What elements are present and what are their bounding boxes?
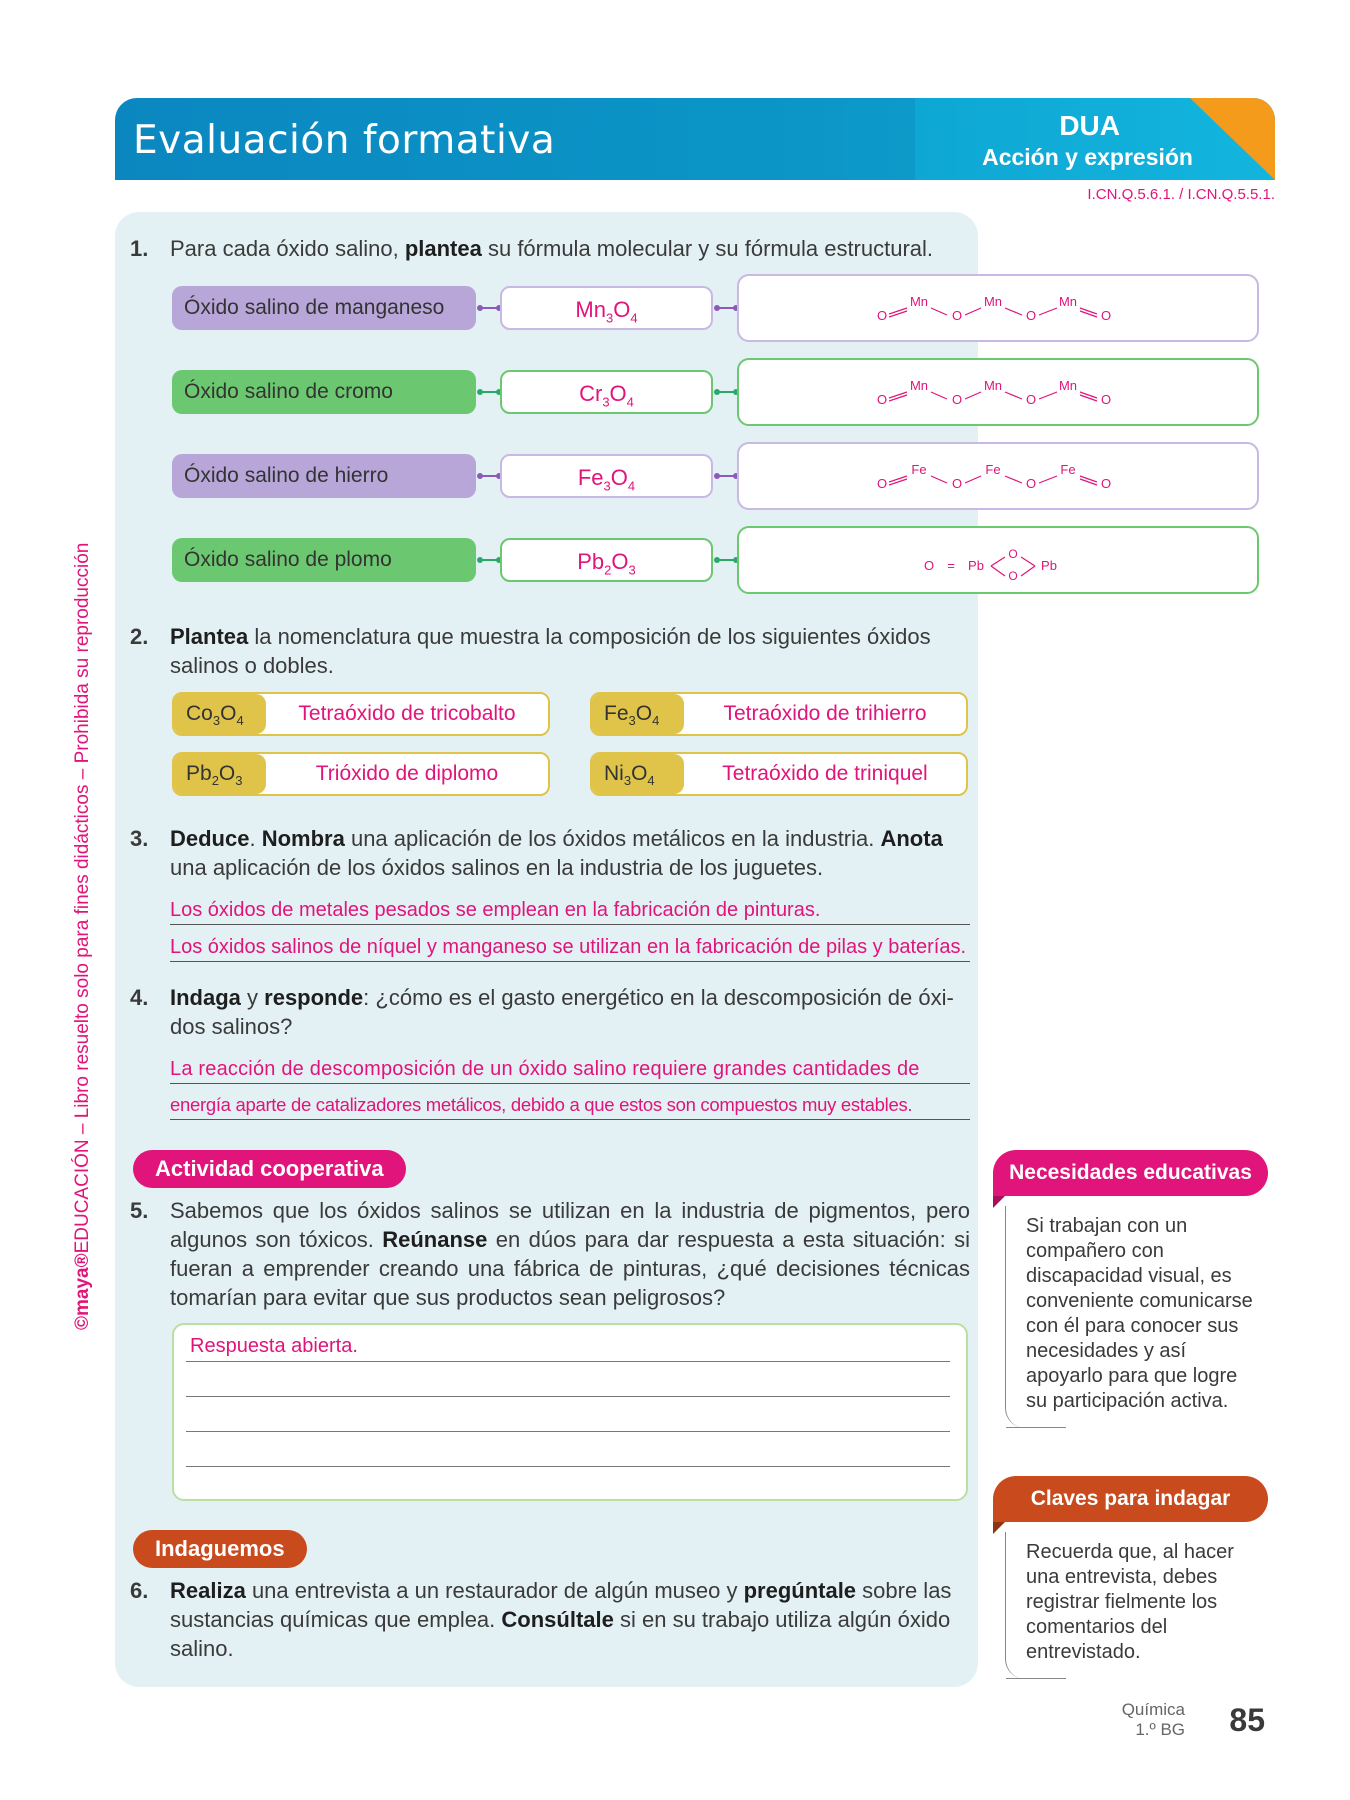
oxygen-atom: O <box>876 308 888 323</box>
open-answer-text: Respuesta abierta. <box>190 1335 358 1357</box>
oxygen-atom: O <box>1100 476 1112 491</box>
oxygen-atom: O <box>1025 392 1037 407</box>
bond-line <box>1080 395 1097 401</box>
question-text: Deduce. Nombra una aplicación de los óxidos metálicos en la industria. Anota una aplicación de los óxidos salinos en la industria de los juguetes. <box>170 826 943 880</box>
bond-line <box>1021 557 1035 566</box>
question-text: Realiza una entrevista a un restaurador de algún museo y pregúntale sobre las sustancias químicas que emplea. Consúltale si en su trabajo utiliza algún óxido salino. <box>170 1578 952 1661</box>
oxide-formula: $Ni_3O_4$ <box>592 754 684 794</box>
structural-formula-box <box>737 526 1259 594</box>
oxygen-atom: O <box>876 476 888 491</box>
bond-line <box>1080 308 1097 314</box>
question-number: 4. <box>130 985 149 1010</box>
oxide-systematic-name: Trióxido de diplomo <box>315 762 499 785</box>
oxide-formula: $Pb_2O_3$ <box>174 754 266 794</box>
answer-line: Los óxidos salinos de níquel y manganeso se utilizan en la fabricación de pilas y baterías. <box>170 932 970 962</box>
molecular-formula: $Mn_3O_4$ <box>500 286 713 330</box>
oxygen-atom: O <box>951 392 963 407</box>
bond-line <box>1039 476 1057 483</box>
subject-name: Química <box>1121 1700 1185 1719</box>
structural-formula-drawing <box>739 528 1259 594</box>
bond-line <box>889 392 907 398</box>
oxygen-atom: O <box>1008 569 1018 583</box>
question-text: Sabemos que los óxidos salinos se utilizan en la industria de pigmentos, pero algunos son tóxicos. Reúnanse en dúos para dar respuesta a esta situación: si fueran a emprender creando una fábrica de pinturas, ¿qué decisiones técnicas tomarían para evitar que sus productos sean peligrosos? <box>170 1198 970 1310</box>
grade-label: 1.º BG <box>1135 1720 1185 1739</box>
bond-line <box>889 395 907 401</box>
open-answer-box[interactable] <box>172 1323 968 1501</box>
question-4 <box>130 983 954 1039</box>
bond-line <box>931 308 947 315</box>
bond-line <box>889 311 907 317</box>
oxide-formula: $Fe_3O_4$ <box>592 694 684 734</box>
bond-line <box>931 392 947 399</box>
nomenclature-item <box>590 692 968 736</box>
molecular-formula: $Cr_3O_4$ <box>500 370 713 414</box>
research-keys-text: Recuerda que, al hacer una entrevista, debes registrar fielmente los comentarios del entrevistado. <box>1005 1532 1263 1679</box>
tab-fold <box>993 1196 1005 1208</box>
structural-formula-drawing <box>739 276 1259 342</box>
bond-line <box>1005 392 1022 399</box>
tab-fold <box>993 1522 1005 1534</box>
oxygen-atom: O <box>923 558 935 573</box>
question-number: 5. <box>130 1198 149 1223</box>
side-copyright-text: EDUCACIÓN – Libro resuelto solo para fines didácticos – Prohibida su reproducción <box>72 542 93 1254</box>
structural-formula-drawing <box>739 444 1259 510</box>
metal-atom: Fe <box>985 462 1001 477</box>
structural-formula-box <box>737 274 1259 342</box>
bond-line <box>991 557 1005 566</box>
side-copyright <box>72 543 94 1330</box>
metal-atom: Fe <box>1060 462 1076 477</box>
writing-line <box>186 1361 950 1362</box>
dua-title: DUA <box>1059 110 1120 141</box>
dua-subtitle: Acción y expresión <box>982 144 1193 170</box>
research-keys-title: Claves para indagar <box>993 1476 1268 1522</box>
oxygen-atom: O <box>1025 476 1037 491</box>
oxygen-atom: O <box>1100 392 1112 407</box>
metal-atom: Mn <box>983 294 1003 309</box>
structural-formula-drawing <box>739 360 1259 426</box>
question-1 <box>130 234 934 263</box>
oxide-systematic-name: Tetraóxido de triniquel <box>722 762 928 785</box>
nomenclature-item <box>172 692 550 736</box>
writing-line <box>186 1466 950 1467</box>
bond-line <box>1039 308 1057 315</box>
bond-line <box>1080 476 1097 482</box>
section-header <box>115 98 1275 180</box>
metal-atom: Fe <box>911 462 927 477</box>
educational-needs-title: Necesidades educativas <box>993 1150 1268 1196</box>
oxygen-atom: O <box>1100 308 1112 323</box>
molecular-formula: $Pb_2O_3$ <box>500 538 713 582</box>
research-keys-box <box>1005 1476 1263 1686</box>
metal-atom: Mn <box>1058 294 1078 309</box>
bond-line <box>1080 479 1097 485</box>
bond-line <box>889 476 907 482</box>
oxide-systematic-name: Tetraóxido de tricobalto <box>298 702 516 725</box>
bond-line <box>1005 308 1022 315</box>
bond-line <box>889 308 907 314</box>
oxide-formula: $Co_3O_4$ <box>174 694 266 734</box>
question-3 <box>130 824 943 880</box>
bond-line <box>1080 311 1097 317</box>
bond-line <box>931 476 947 483</box>
oxygen-atom: O <box>876 392 888 407</box>
bond-line <box>991 566 1005 576</box>
bond-line <box>965 476 981 483</box>
question-text: Indaga y responde: ¿cómo es el gasto energético en la descomposición de óxi-dos salinos? <box>170 985 954 1039</box>
oxygen-atom: O <box>951 476 963 491</box>
bond-line <box>1080 392 1097 398</box>
answer-line: La reacción de descomposición de un óxido salino requiere grandes cantidades de <box>170 1054 970 1084</box>
bond-line <box>1005 476 1022 483</box>
question-text: Plantea la nomenclatura que muestra la composición de los siguientes óxidos salinos o dobles. <box>170 624 931 678</box>
bond-line <box>965 308 981 315</box>
question-number: 2. <box>130 624 149 649</box>
oxide-name-label: Óxido salino de hierro <box>172 454 476 498</box>
molecular-formula: $Fe_3O_4$ <box>500 454 713 498</box>
oxygen-atom: O <box>1025 308 1037 323</box>
oxide-name-label: Óxido salino de cromo <box>172 370 476 414</box>
question-number: 3. <box>130 826 149 851</box>
question-number: 6. <box>130 1578 149 1603</box>
bond-line <box>965 392 981 399</box>
metal-atom: Mn <box>983 378 1003 393</box>
oxygen-atom: O <box>951 308 963 323</box>
metal-atom: Mn <box>909 378 929 393</box>
brand-logo: ©maya® <box>72 1253 93 1330</box>
question-text: Para cada óxido salino, plantea su fórmula molecular y su fórmula estructural. <box>170 236 934 261</box>
answer-line: Los óxidos de metales pesados se emplean en la fabricación de pinturas. <box>170 895 970 925</box>
oxide-name-label: Óxido salino de manganeso <box>172 286 476 330</box>
double-bond: = <box>947 558 955 573</box>
question-number: 1. <box>130 236 149 261</box>
structural-formula-box <box>737 442 1259 510</box>
bond-line <box>1021 566 1035 576</box>
indaguemos-badge: Indaguemos <box>133 1530 307 1568</box>
bond-line <box>889 479 907 485</box>
metal-atom: Mn <box>1058 378 1078 393</box>
nomenclature-item <box>172 752 550 796</box>
answer-line: energía aparte de catalizadores metálicos, debido a que estos son compuestos muy estables. <box>170 1090 970 1120</box>
bond-line <box>1039 392 1057 399</box>
metal-atom: Mn <box>909 294 929 309</box>
nomenclature-item <box>590 752 968 796</box>
metal-atom: Pb <box>1041 558 1057 573</box>
question-6 <box>130 1576 952 1661</box>
educational-needs-box <box>1005 1150 1263 1450</box>
curriculum-code: I.CN.Q.5.6.1. / I.CN.Q.5.5.1. <box>1087 186 1275 203</box>
page-number: 85 <box>1229 1702 1265 1738</box>
oxide-systematic-name: Tetraóxido de trihierro <box>723 702 927 725</box>
writing-line <box>186 1431 950 1432</box>
metal-atom: Pb <box>968 558 984 573</box>
writing-line <box>186 1396 950 1397</box>
educational-needs-text: Si trabajan con un compañero con discapacidad visual, es conveniente comunicarse con él para conocer sus necesidades y así apoyarlo para que logre su participación activa. <box>1005 1206 1263 1428</box>
structural-formula-box <box>737 358 1259 426</box>
footer-subject <box>1122 1700 1185 1740</box>
oxygen-atom: O <box>1008 547 1018 561</box>
question-2 <box>130 622 931 678</box>
question-5 <box>130 1196 970 1310</box>
cooperative-activity-badge: Actividad cooperativa <box>133 1150 406 1188</box>
oxide-name-label: Óxido salino de plomo <box>172 538 476 582</box>
page-title: Evaluación formativa <box>133 118 556 163</box>
